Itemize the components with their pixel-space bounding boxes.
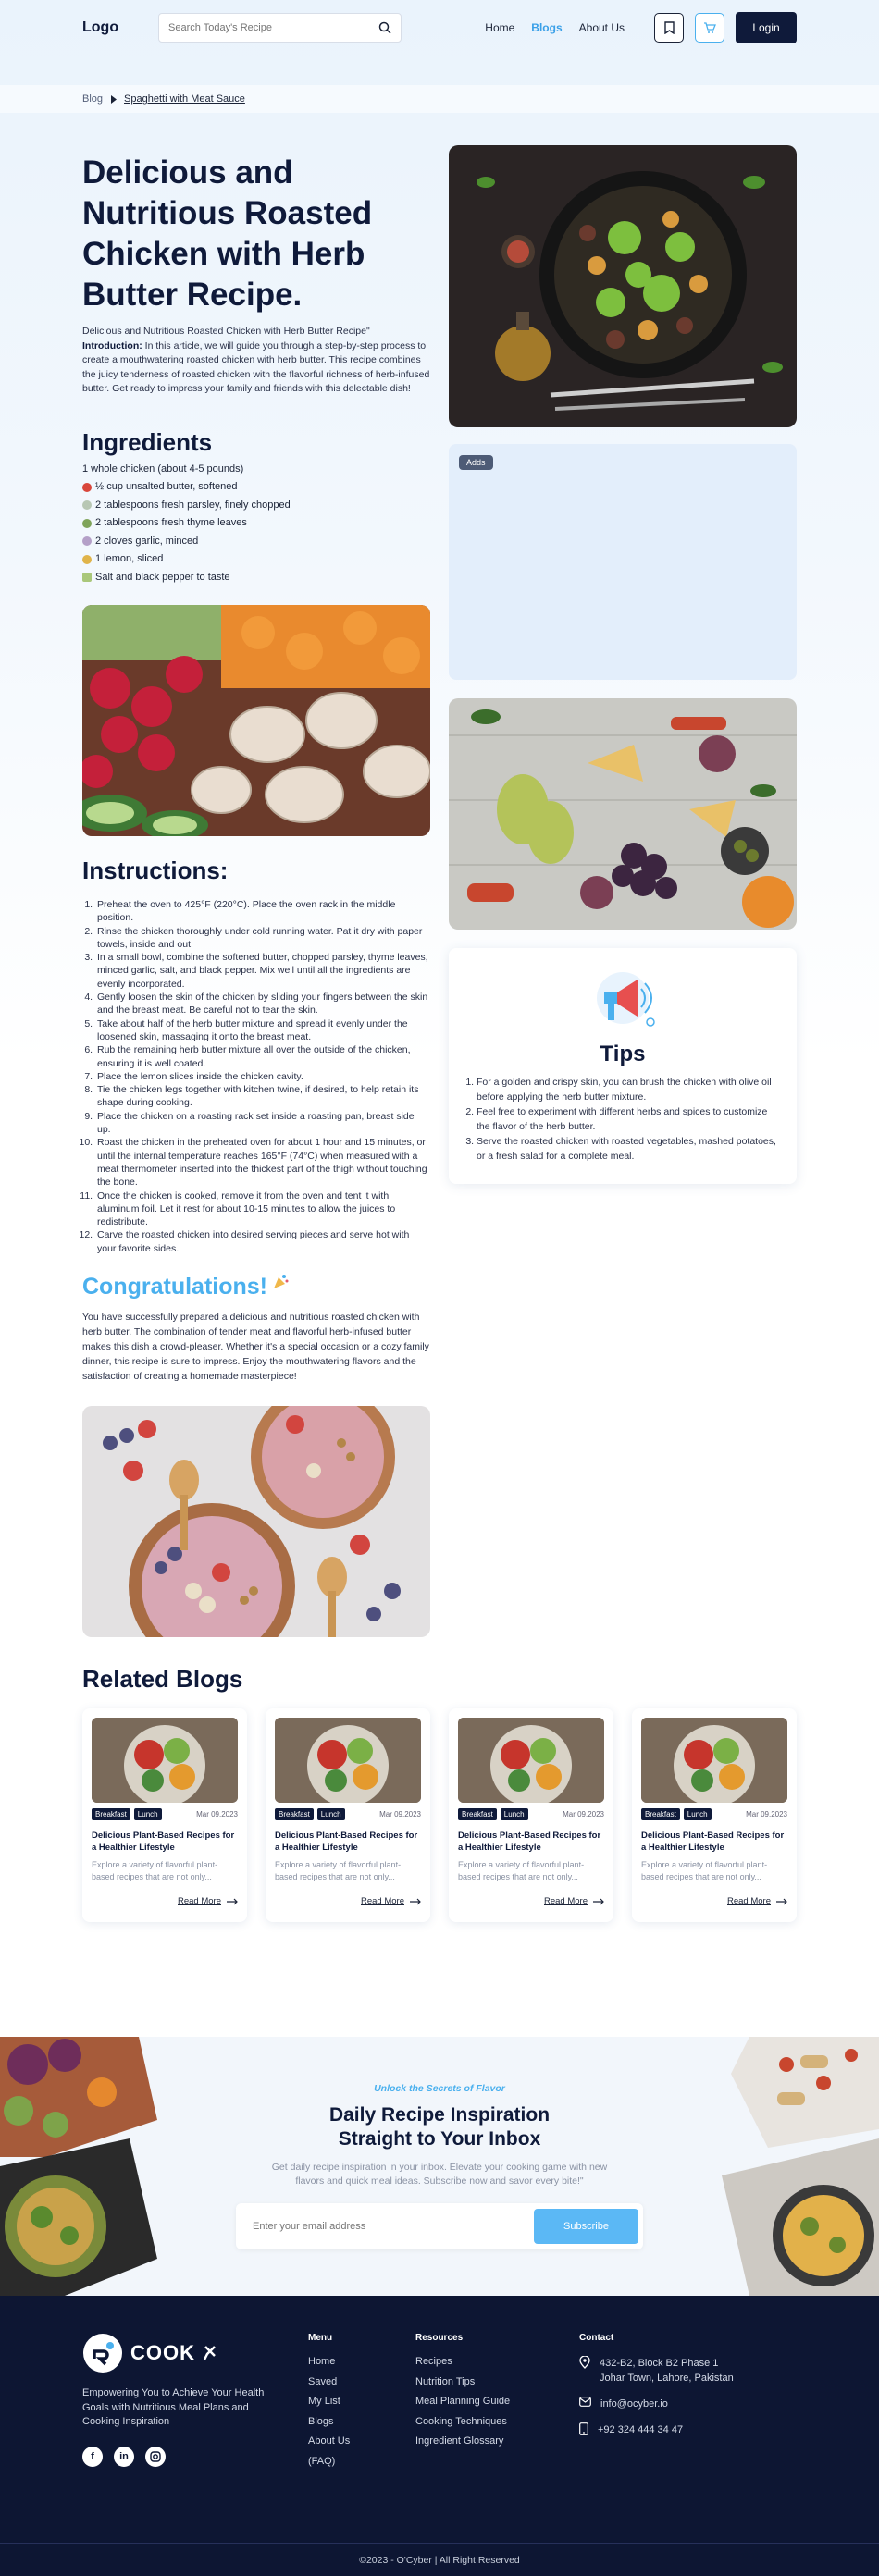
nav-about-us[interactable]: About Us — [578, 21, 625, 34]
instructions-title: Instructions: — [82, 857, 229, 884]
parsley-icon — [82, 500, 92, 510]
card-description: Explore a variety of flavorful plant-based recipes that are not only... — [458, 1860, 585, 1881]
newsletter-desc-line1: Get daily recipe inspiration in your inbox. Elevate your cooking game with new — [271, 2162, 608, 2173]
intro-label: Introduction: — [82, 339, 142, 351]
list-item: 5. Take about half of the herb butter mixture and spread it evenly under the loosened skin, massaging it onto the breast meat. — [95, 1017, 430, 1044]
ingredient-text: 1 whole chicken (about 4-5 pounds) — [82, 462, 244, 475]
list-item: 3. In a small bowl, combine the softened butter, chopped parsley, thyme leaves, minced garlic, salt, and black pepper. Mix well until all the ingredients are evenly incorporated. — [95, 951, 430, 991]
ads-placeholder[interactable] — [449, 444, 797, 680]
email-text: info@ocyber.io — [600, 2398, 668, 2410]
top-header — [0, 0, 879, 55]
congrats-title: Congratulations! — [82, 1274, 267, 1300]
list-item: 7. Place the lemon slices inside the chicken cavity. — [95, 1070, 430, 1083]
list-item — [82, 533, 430, 551]
tag-lunch[interactable]: Lunch — [501, 1808, 528, 1820]
bookmark-button[interactable] — [654, 13, 684, 43]
newsletter-kicker: Unlock the Secrets of Flavor — [374, 2083, 505, 2094]
card-title[interactable]: Delicious Plant-Based Recipes for a Healthier Lifestyle — [275, 1830, 418, 1853]
list-item: 12. Carve the roasted chicken into desired serving pieces and serve hot with your favorite sides. — [95, 1228, 430, 1255]
footer-menu — [308, 2333, 350, 2475]
copyright — [0, 2543, 879, 2576]
charcuterie-image — [449, 698, 797, 930]
article-column — [82, 145, 430, 1637]
footer-link-about-us[interactable]: About Us — [308, 2435, 351, 2447]
nav-home[interactable]: Home — [485, 21, 515, 34]
newsletter-description — [0, 2161, 879, 2188]
thyme-icon — [82, 519, 92, 528]
tag-lunch[interactable]: Lunch — [134, 1808, 162, 1820]
footer-brand — [82, 2333, 267, 2467]
list-item — [82, 461, 430, 479]
footer-link-blogs[interactable]: Blogs — [308, 2415, 334, 2427]
cart-icon — [703, 22, 716, 34]
list-item — [82, 569, 430, 587]
card-description: Explore a variety of flavorful plant-based recipes that are not only... — [92, 1860, 218, 1881]
phone-text: +92 324 444 34 47 — [598, 2424, 684, 2435]
card-title[interactable]: Delicious Plant-Based Recipes for a Healthier Lifestyle — [458, 1830, 601, 1853]
read-more-label: Read More — [361, 1896, 404, 1906]
newsletter-content — [0, 2083, 879, 2249]
list-item: 8. Tie the chicken legs together with kitchen twine, if desired, to help retain its shape during cooking. — [95, 1083, 430, 1110]
hero-dish-illustration — [449, 145, 797, 427]
address-line1: 432-B2, Block B2 Phase 1 — [600, 2358, 719, 2369]
nav-blogs[interactable]: Blogs — [531, 21, 563, 34]
tag-breakfast[interactable]: Breakfast — [92, 1808, 130, 1820]
copyright-text: ©2023 - O'Cyber | All Right Reserved — [359, 2554, 520, 2566]
card-title[interactable]: Delicious Plant-Based Recipes for a Healthier Lifestyle — [92, 1830, 235, 1853]
party-icon — [271, 1273, 290, 1291]
lemon-icon — [82, 555, 92, 564]
mail-icon — [579, 2397, 591, 2407]
breadcrumb-current[interactable]: Spaghetti with Meat Sauce — [124, 93, 245, 105]
newsletter-desc-line2: flavors and quick meal ideas. Subscribe now and savor every bite!" — [295, 2175, 584, 2187]
card-description: Explore a variety of flavorful plant-based recipes that are not only... — [641, 1860, 768, 1881]
article-title: Delicious and Nutritious Roasted Chicken with Herb Butter Recipe. — [82, 154, 373, 313]
ads-label: Adds — [459, 455, 493, 470]
list-item: 6. Rub the remaining herb butter mixture all over the outside of the chicken, ensuring it is well coated. — [95, 1043, 430, 1070]
tips-title: Tips — [600, 1041, 646, 1066]
megaphone-icon — [584, 965, 662, 1031]
breadcrumb-root[interactable]: Blog — [82, 93, 104, 105]
tag-lunch[interactable]: Lunch — [684, 1808, 712, 1820]
card-date: Mar 09.2023 — [563, 1810, 604, 1818]
footer-link-ingredient-glossary[interactable]: Ingredient Glossary — [415, 2435, 504, 2447]
ingredient-text: 2 tablespoons fresh thyme leaves — [95, 517, 247, 528]
footer-link-faq[interactable]: (FAQ) — [308, 2455, 336, 2467]
card-date: Mar 09.2023 — [746, 1810, 787, 1818]
chevron-right-icon — [110, 95, 117, 104]
list-item — [82, 514, 430, 533]
ingredient-text: 1 lemon, sliced — [95, 553, 164, 564]
list-item: 1. For a golden and crispy skin, you can brush the chicken with olive oil before applying the herb butter mixture. — [477, 1075, 780, 1104]
read-more-label: Read More — [544, 1896, 588, 1906]
butter-icon — [82, 483, 92, 492]
footer-link-saved[interactable]: Saved — [308, 2375, 338, 2387]
contact-email[interactable] — [579, 2397, 792, 2411]
read-more-label: Read More — [727, 1896, 771, 1906]
list-item: 4. Gently loosen the skin of the chicken by sliding your fingers between the skin and the breast meat. Be careful not to tear the skin. — [95, 991, 430, 1017]
ingredient-text: ½ cup unsalted butter, softened — [95, 481, 238, 492]
search-box[interactable] — [158, 13, 402, 43]
facebook-icon[interactable]: f — [82, 2447, 103, 2467]
ingredient-text: 2 tablespoons fresh parsley, finely chopped — [95, 499, 291, 511]
subscribe-button[interactable]: Subscribe — [534, 2209, 638, 2244]
list-item — [82, 550, 430, 569]
phone-icon — [579, 2422, 588, 2435]
login-button[interactable]: Login — [736, 12, 797, 43]
linkedin-icon[interactable]: in — [114, 2447, 134, 2467]
card-title[interactable]: Delicious Plant-Based Recipes for a Healthier Lifestyle — [641, 1830, 785, 1853]
footer-logo[interactable] — [82, 2333, 267, 2373]
search-input[interactable] — [168, 22, 353, 33]
instructions-list — [82, 898, 430, 1255]
list-item: 10. Roast the chicken in the preheated oven for about 1 hour and 15 minutes, or until the internal temperature reaches 165°F (74°C) when measured with a meat thermometer inserted into the thickest part of the thigh without touching the bone. — [95, 1136, 430, 1189]
newsletter-title-line1: Daily Recipe Inspiration — [328, 2104, 551, 2126]
intro-lead: Delicious and Nutritious Roasted Chicken with Herb Butter Recipe" — [82, 326, 370, 337]
ingredient-text: Salt and black pepper to taste — [95, 571, 230, 583]
card-date: Mar 09.2023 — [196, 1810, 238, 1818]
vegetables-image — [82, 605, 430, 836]
footer-link-home[interactable]: Home — [308, 2356, 336, 2367]
address-line2: Johar Town, Lahore, Pakistan — [600, 2373, 734, 2384]
location-pin-icon — [579, 2356, 590, 2369]
read-more-label: Read More — [178, 1896, 221, 1906]
footer-menu-title: Menu — [308, 2333, 333, 2343]
tips-list — [465, 1075, 780, 1164]
smoothie-illustration — [82, 1406, 430, 1637]
footer-tagline: Empowering You to Achieve Your Health Goals with Nutritious Meal Plans and Cooking Inspiration — [82, 2387, 265, 2427]
footer-brand-name: COOK — [130, 2341, 195, 2364]
related-title: Related Blogs — [82, 1665, 243, 1693]
sidebar-column — [449, 145, 797, 1184]
intro-text: In this article, we will guide you through a step-by-step process to create a mouthwatering roasted chicken with herb butter. This recipe combines the juicy tenderness of roasted chicken with the flavorful richness of herb-infused butter. Get ready to impress your family and friends with this delectable dish! — [82, 339, 430, 394]
list-item — [82, 497, 430, 515]
cart-button[interactable] — [695, 13, 724, 43]
contact-phone[interactable] — [579, 2422, 792, 2437]
breadcrumb — [0, 85, 879, 113]
subscribe-form — [236, 2203, 643, 2249]
garlic-icon — [82, 536, 92, 546]
congrats-text: You have successfully prepared a delicious and nutritious roasted chicken with herb butter. The combination of tender meat and flavorful herb-infused butter makes this dish a crowd-pleaser. Whether it's a special occasion or a cozy family dinner, this recipe is sure to impress. Enjoy the mouthwatering flavors and the satisfaction of creating a homemade masterpiece! — [82, 1312, 429, 1383]
list-item: 3. Serve the roasted chicken with roasted vegetables, mashed potatoes, or a fresh salad for a complete meal. — [477, 1134, 780, 1164]
footer-link-recipes[interactable]: Recipes — [415, 2356, 452, 2367]
site-footer — [0, 2296, 879, 2576]
email-input[interactable] — [253, 2221, 534, 2232]
footer-link-meal-planning[interactable]: Meal Planning Guide — [415, 2396, 511, 2407]
contact-address — [579, 2356, 792, 2385]
ingredients-title: Ingredients — [82, 427, 213, 456]
footer-resources — [415, 2333, 510, 2456]
ingredients-list — [82, 461, 430, 587]
chef-hat-icon — [82, 2333, 123, 2373]
footer-resources-title: Resources — [415, 2333, 464, 2343]
tag-breakfast[interactable]: Breakfast — [458, 1808, 497, 1820]
smoothie-bowl-image — [82, 1406, 430, 1637]
article-main — [0, 113, 879, 1917]
footer-link-cooking-techniques[interactable]: Cooking Techniques — [415, 2415, 507, 2427]
hero-dish-image — [449, 145, 797, 427]
tag-lunch[interactable]: Lunch — [317, 1808, 345, 1820]
main-nav — [485, 21, 625, 34]
list-item: 1. Preheat the oven to 425°F (220°C). Place the oven rack in the middle position. — [95, 898, 430, 925]
spoon-icon — [203, 2345, 217, 2361]
list-item: 11. Once the chicken is cooked, remove it from the oven and tent it with aluminum foil. Let it rest for about 10-15 minutes to allow the juices to redistribute. — [95, 1189, 430, 1229]
ingredient-text: 2 cloves garlic, minced — [95, 535, 199, 547]
social-links — [82, 2447, 267, 2467]
article-intro — [82, 325, 430, 397]
vegetables-illustration — [82, 605, 430, 836]
salt-pepper-icon — [82, 573, 92, 582]
tag-breakfast[interactable]: Breakfast — [275, 1808, 314, 1820]
list-item: 9. Place the chicken on a roasting rack set inside a roasting pan, breast side up. — [95, 1110, 430, 1137]
tips-card — [449, 948, 797, 1184]
footer-contact-title: Contact — [579, 2333, 614, 2343]
footer-link-my-list[interactable]: My List — [308, 2396, 340, 2407]
logo[interactable]: Logo — [82, 19, 119, 35]
search-icon[interactable] — [378, 21, 391, 34]
bookmark-icon — [664, 21, 675, 34]
card-description: Explore a variety of flavorful plant-based recipes that are not only... — [275, 1860, 402, 1881]
newsletter-title-line2: Straight to Your Inbox — [338, 2128, 541, 2150]
newsletter-section — [0, 2037, 879, 2296]
card-date: Mar 09.2023 — [379, 1810, 421, 1818]
list-item: 2. Rinse the chicken thoroughly under cold running water. Pat it dry with paper towels, inside and out. — [95, 925, 430, 952]
congrats-heading — [82, 1274, 430, 1300]
newsletter-title — [0, 2103, 879, 2151]
list-item — [82, 478, 430, 497]
charcuterie-illustration — [449, 698, 797, 930]
list-item: 2. Feel free to experiment with different herbs and spices to customize the flavor of the herb butter. — [477, 1104, 780, 1134]
instagram-icon[interactable] — [145, 2447, 166, 2467]
tag-breakfast[interactable]: Breakfast — [641, 1808, 680, 1820]
footer-contact — [579, 2333, 792, 2448]
footer-link-nutrition-tips[interactable]: Nutrition Tips — [415, 2375, 476, 2387]
